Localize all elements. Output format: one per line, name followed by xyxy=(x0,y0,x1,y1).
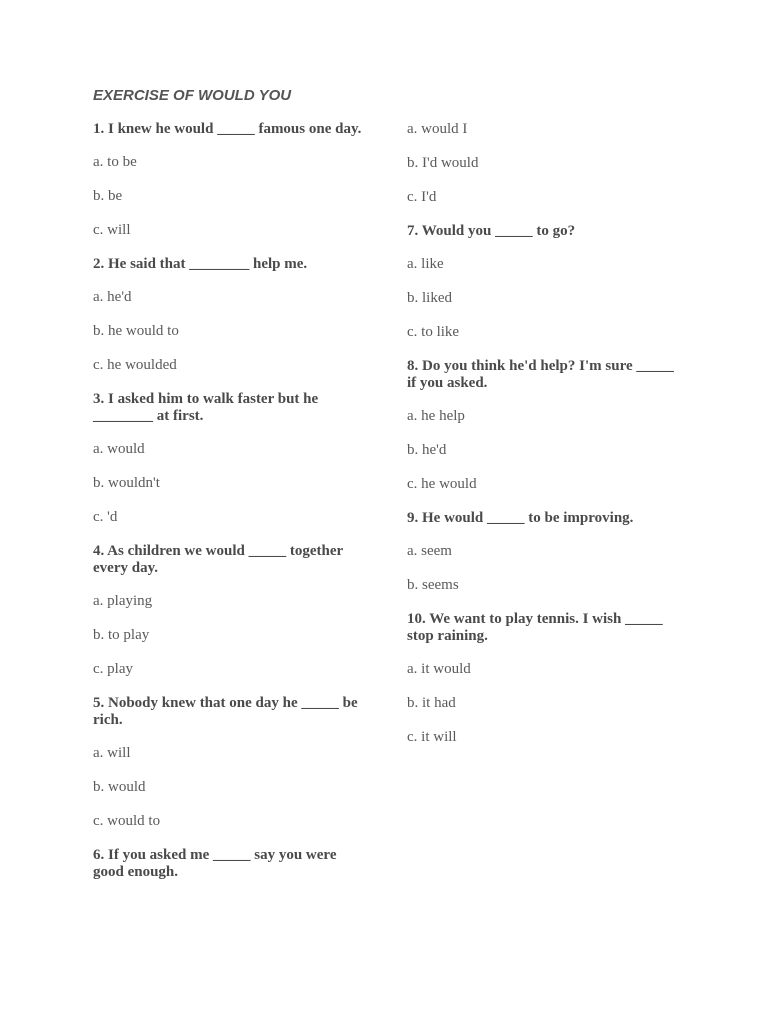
answer-option: c. 'd xyxy=(93,509,118,525)
answer-option: a. to be xyxy=(93,154,137,170)
page-title: EXERCISE OF WOULD YOU xyxy=(93,87,292,104)
answer-option: c. to like xyxy=(407,324,460,340)
answer-option: a. would xyxy=(93,441,145,457)
question-text: 2. He said that ________ help me. xyxy=(93,256,308,272)
answer-option: a. playing xyxy=(93,593,153,609)
answer-option: a. it would xyxy=(407,661,471,677)
answer-option: c. he woulded xyxy=(93,357,177,373)
answer-option: c. would to xyxy=(93,813,161,829)
question-text: 1. I knew he would _____ famous one day. xyxy=(93,121,362,137)
question-text: 9. He would _____ to be improving. xyxy=(407,510,634,526)
answer-option: b. it had xyxy=(407,695,456,711)
question-text: 3. I asked him to walk faster but he ________ at first. xyxy=(93,391,319,424)
answer-option: b. would xyxy=(93,779,146,795)
answer-option: b. I'd would xyxy=(407,155,479,171)
question-text: 4. As children we would _____ together every day. xyxy=(93,543,343,576)
question-text: 10. We want to play tennis. I wish _____ stop raining. xyxy=(407,611,663,644)
answer-option: a. he'd xyxy=(93,289,132,305)
answer-option: c. play xyxy=(93,661,133,677)
question-text: 7. Would you _____ to go? xyxy=(407,223,576,239)
answer-option: a. like xyxy=(407,256,444,272)
answer-option: a. would I xyxy=(407,121,468,137)
answer-option: c. it will xyxy=(407,729,457,745)
answer-option: a. he help xyxy=(407,408,465,424)
answer-option: b. be xyxy=(93,188,123,204)
answer-option: c. he would xyxy=(407,476,477,492)
question-text: 8. Do you think he'd help? I'm sure _____ if you asked. xyxy=(407,358,674,391)
answer-option: b. he'd xyxy=(407,442,447,458)
answer-option: c. will xyxy=(93,222,131,238)
answer-option: b. seems xyxy=(407,577,459,593)
answer-option: c. I'd xyxy=(407,189,437,205)
answer-option: b. he would to xyxy=(93,323,179,339)
answer-option: a. will xyxy=(93,745,131,761)
answer-option: b. liked xyxy=(407,290,452,306)
answer-option: b. to play xyxy=(93,627,150,643)
question-text: 5. Nobody knew that one day he _____ be rich. xyxy=(93,695,358,728)
right-column xyxy=(407,121,677,763)
answer-option: a. seem xyxy=(407,543,452,559)
answer-option: b. wouldn't xyxy=(93,475,160,491)
question-text: 6. If you asked me _____ say you were good enough. xyxy=(93,847,337,880)
left-column xyxy=(93,121,363,897)
